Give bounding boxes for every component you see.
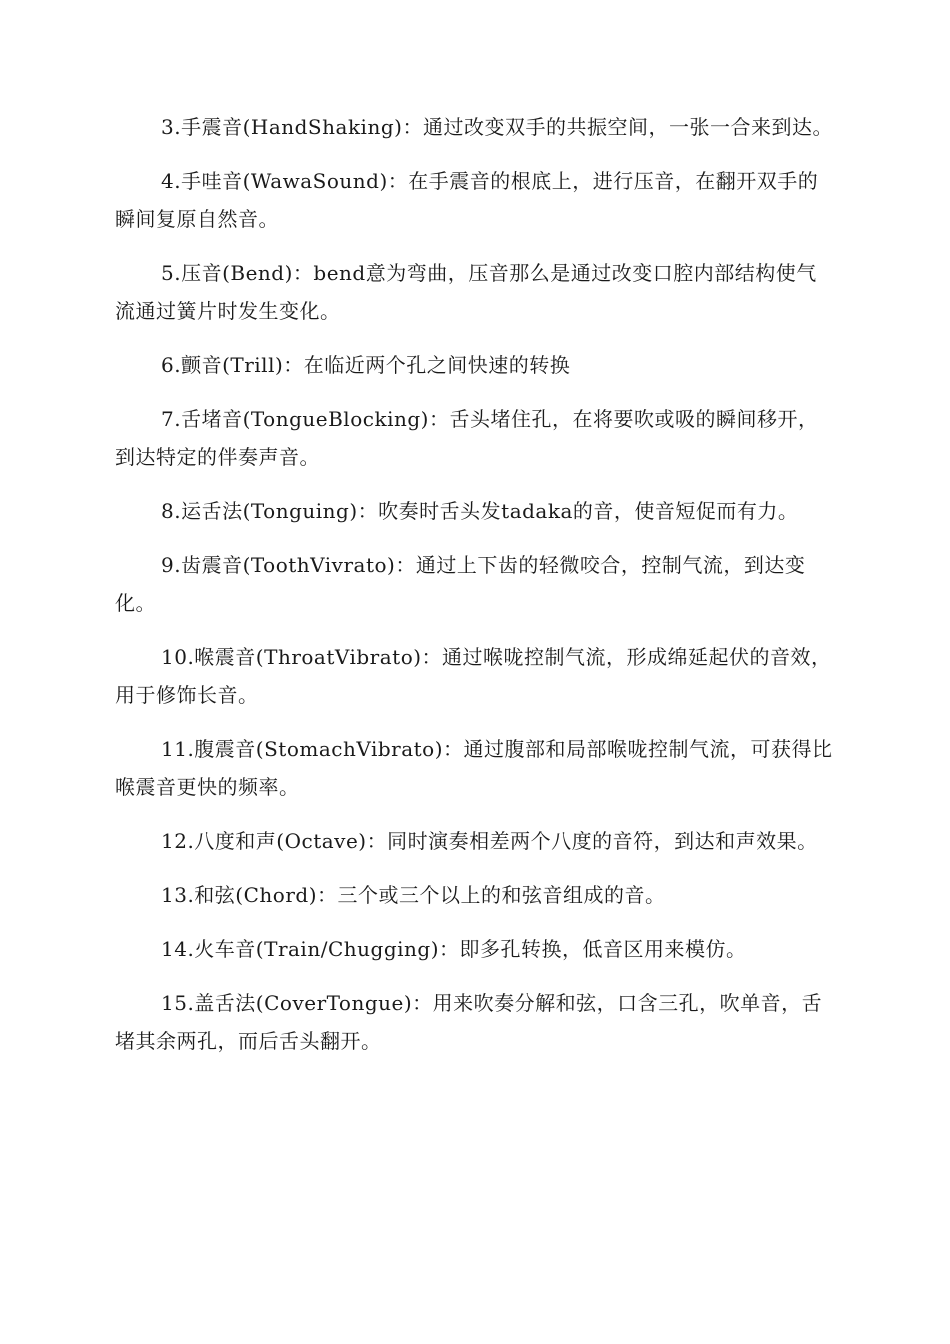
paragraph-cover-tongue: 15.盖舌法(CoverTongue)：用来吹奏分解和弦，口含三孔，吹单音，舌堵其余两孔，而后舌头翻开。 — [115, 991, 823, 1053]
document-body — [115, 108, 835, 1076]
paragraph-octave: 12.八度和声(Octave)：同时演奏相差两个八度的音符，到达和声效果。 — [161, 829, 818, 853]
paragraph-throat-vibrato: 10.喉震音(ThroatVibrato)：通过喉咙控制气流，形成绵延起伏的音效，用于修饰长音。 — [115, 645, 832, 707]
paragraph-chord: 13.和弦(Chord)：三个或三个以上的和弦音组成的音。 — [161, 883, 666, 907]
paragraph-tooth-vibrato: 9.齿震音(ToothVivrato)：通过上下齿的轻微咬合，控制气流，到达变化。 — [115, 553, 806, 615]
paragraph-tonguing: 8.运舌法(Tonguing)：吹奏时舌头发tadaka的音，使音短促而有力。 — [161, 499, 799, 523]
paragraph-train-chugging: 14.火车音(Train/Chugging)：即多孔转换，低音区用来模仿。 — [161, 937, 747, 961]
paragraph-hand-shaking: 3.手震音(HandShaking)：通过改变双手的共振空间，一张一合来到达。 — [161, 115, 833, 139]
paragraph-wawa-sound: 4.手哇音(WawaSound)：在手震音的根底上，进行压音，在翻开双手的瞬间复原自然音。 — [115, 169, 819, 231]
paragraph-tongue-blocking: 7.舌堵音(TongueBlocking)：舌头堵住孔，在将要吹或吸的瞬间移开，到达特定的伴奏声音。 — [115, 407, 819, 469]
paragraph-trill: 6.颤音(Trill)：在临近两个孔之间快速的转换 — [161, 353, 571, 377]
paragraph-bend: 5.压音(Bend)：bend意为弯曲，压音那么是通过改变口腔内部结构使气流通过簧片时发生变化。 — [115, 261, 817, 323]
paragraph-stomach-vibrato: 11.腹震音(StomachVibrato)：通过腹部和局部喉咙控制气流，可获得比喉震音更快的频率。 — [115, 737, 833, 799]
